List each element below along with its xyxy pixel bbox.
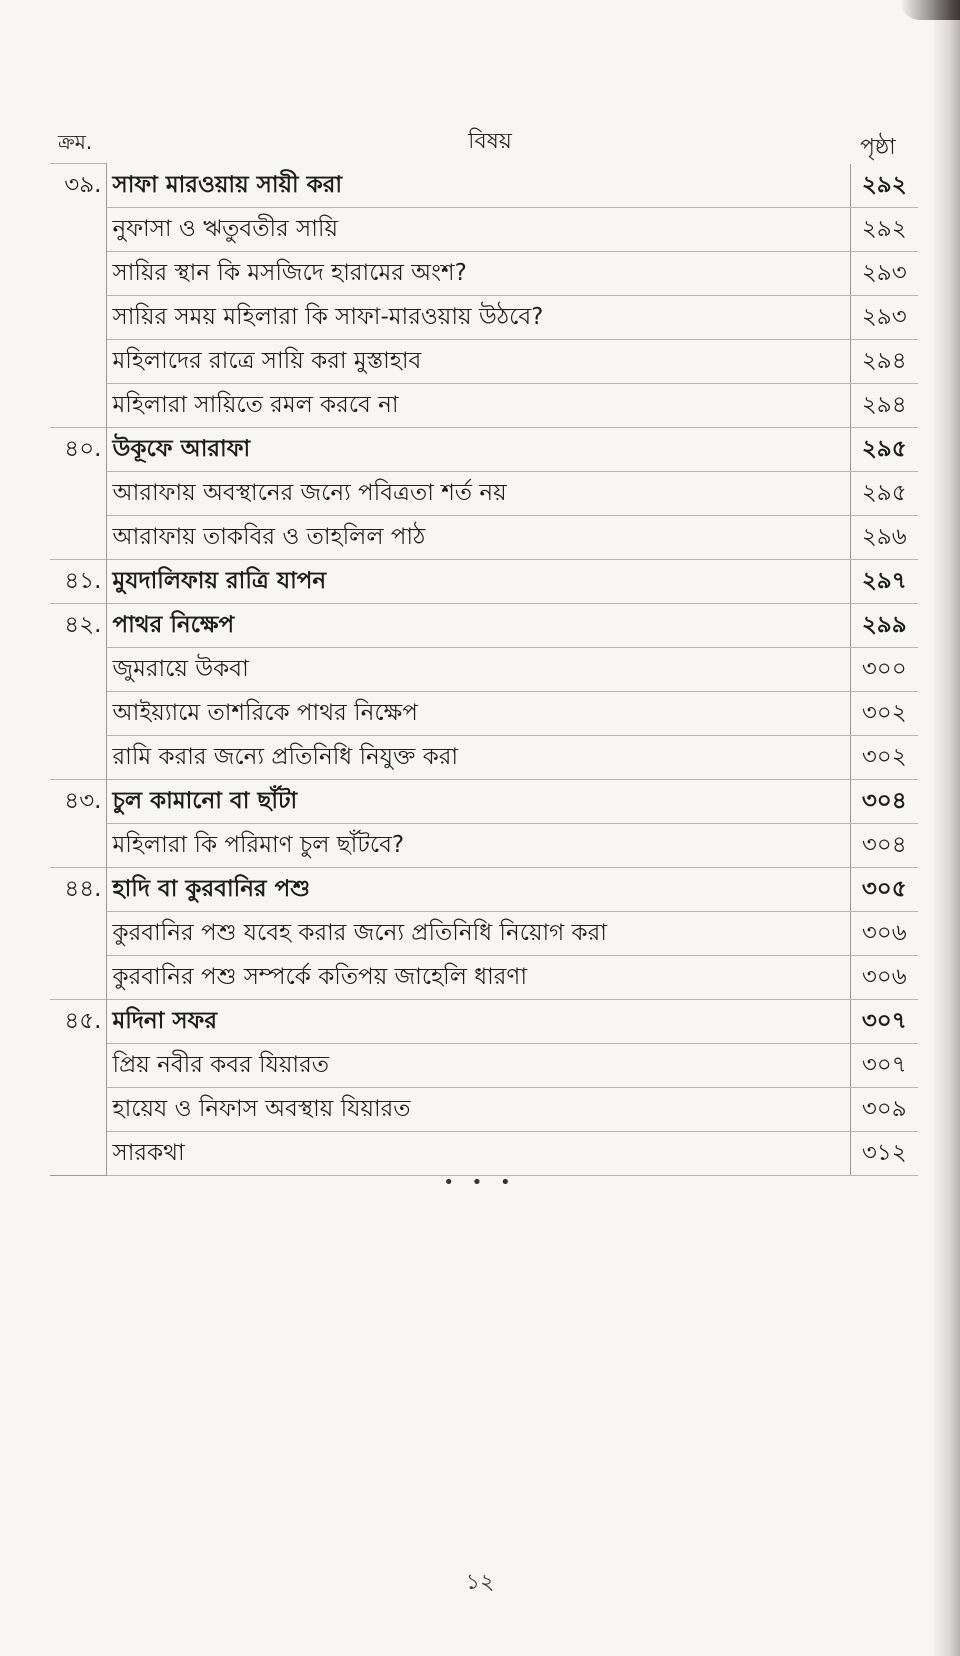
toc-entry-title: সায়ির স্থান কি মসজিদে হারামের অংশ? [106, 251, 850, 295]
toc-serial-number: ৪০. [50, 427, 106, 471]
toc-page-number: ৩০২ [850, 691, 918, 735]
toc-serial-number: ৪২. [50, 603, 106, 647]
toc-chapter-row [50, 867, 918, 911]
toc-page-number: ২৯৩ [850, 295, 918, 339]
toc-serial-number [50, 339, 106, 383]
toc-serial-number [50, 735, 106, 779]
toc-page-number: ৩০৬ [850, 911, 918, 955]
toc-page-number: ২৯৯ [850, 603, 918, 647]
toc-page-number: ২৯২ [850, 164, 918, 208]
toc-serial-number [50, 295, 106, 339]
toc-page-number: ৩০৫ [850, 867, 918, 911]
toc-serial-number [50, 471, 106, 515]
toc-subtopic-row [50, 823, 918, 867]
toc-serial-number: ৪১. [50, 559, 106, 603]
toc-entry-title: মহিলারা সায়িতে রমল করবে না [106, 383, 850, 427]
toc-serial-number [50, 1043, 106, 1087]
toc-entry-title: মহিলারা কি পরিমাণ চুল ছাঁটবে? [106, 823, 850, 867]
toc-entry-title: কুরবানির পশু যবেহ করার জন্যে প্রতিনিধি নিয়োগ করা [106, 911, 850, 955]
toc-entry-title: জুমরায়ে উকবা [106, 647, 850, 691]
toc-header [0, 118, 960, 164]
toc-chapter-row [50, 603, 918, 647]
toc-page-number: ২৯৭ [850, 559, 918, 603]
toc-page-number: ৩০৯ [850, 1087, 918, 1131]
toc-entry-title: সারকথা [106, 1131, 850, 1175]
toc-page-number: ৩০২ [850, 735, 918, 779]
toc-entry-title: মহিলাদের রাত্রে সায়ি করা মুস্তাহাব [106, 339, 850, 383]
toc-page-number: ৩১২ [850, 1131, 918, 1175]
toc-entry-title: আরাফায় তাকবির ও তাহলিল পাঠ [106, 515, 850, 559]
toc-chapter-row [50, 427, 918, 471]
toc-entry-title: প্রিয় নবীর কবর যিয়ারত [106, 1043, 850, 1087]
toc-entry-title: হায়েয ও নিফাস অবস্থায় যিয়ারত [106, 1087, 850, 1131]
page-column-heading: পৃষ্ঠা [860, 135, 896, 160]
toc-entry-title: সায়ির সময় মহিলারা কি সাফা-মারওয়ায় উঠবে? [106, 295, 850, 339]
toc-serial-number [50, 207, 106, 251]
toc-entry-title: নুফাসা ও ঋতুবতীর সায়ি [106, 207, 850, 251]
toc-serial-number: ৪৪. [50, 867, 106, 911]
page-edge-shadow [934, 0, 960, 1656]
toc-subtopic-row [50, 1131, 918, 1175]
toc-serial-number [50, 955, 106, 999]
toc-subtopic-row [50, 471, 918, 515]
toc-page-number: ২৯২ [850, 207, 918, 251]
toc-subtopic-row [50, 251, 918, 295]
page-corner-shadow [900, 0, 960, 20]
table-of-contents [50, 163, 918, 1176]
toc-chapter-row [50, 779, 918, 823]
toc-subtopic-row [50, 383, 918, 427]
toc-entry-title: কুরবানির পশু সম্পর্কে কতিপয় জাহেলি ধারণা [106, 955, 850, 999]
toc-serial-number [50, 515, 106, 559]
toc-page-number: ২৯৪ [850, 339, 918, 383]
toc-page-number: ২৯৩ [850, 251, 918, 295]
toc-page-number: ২৯৪ [850, 383, 918, 427]
toc-page-number: ৩০৪ [850, 779, 918, 823]
toc-page-number: ২৯৫ [850, 427, 918, 471]
serial-column-heading: ক্রম. [58, 130, 93, 154]
toc-subtopic-row [50, 691, 918, 735]
end-ornament: • • • [443, 1172, 517, 1193]
toc-entry-title: মুযদালিফায় রাত্রি যাপন [106, 559, 850, 603]
topic-column-heading: বিষয় [468, 129, 512, 154]
toc-subtopic-row [50, 515, 918, 559]
toc-chapter-row [50, 559, 918, 603]
toc-page-number: ৩০০ [850, 647, 918, 691]
toc-subtopic-row [50, 647, 918, 691]
toc-entry-title: আইয়্যামে তাশরিকে পাথর নিক্ষেপ [106, 691, 850, 735]
toc-serial-number [50, 251, 106, 295]
toc-serial-number: ৩৯. [50, 164, 106, 208]
toc-subtopic-row [50, 911, 918, 955]
toc-entry-title: হাদি বা কুরবানির পশু [106, 867, 850, 911]
toc-entry-title: চুল কামানো বা ছাঁটা [106, 779, 850, 823]
toc-entry-title: পাথর নিক্ষেপ [106, 603, 850, 647]
toc-subtopic-row [50, 1087, 918, 1131]
toc-page-number: ৩০৭ [850, 1043, 918, 1087]
toc-entry-title: রামি করার জন্যে প্রতিনিধি নিযুক্ত করা [106, 735, 850, 779]
toc-subtopic-row [50, 207, 918, 251]
toc-subtopic-row [50, 955, 918, 999]
toc-entry-title: উকূফে আরাফা [106, 427, 850, 471]
toc-serial-number [50, 1087, 106, 1131]
toc-chapter-row [50, 164, 918, 208]
toc-page-number: ২৯৫ [850, 471, 918, 515]
toc-subtopic-row [50, 339, 918, 383]
toc-subtopic-row [50, 735, 918, 779]
toc-serial-number: ৪৫. [50, 999, 106, 1043]
toc-serial-number [50, 1131, 106, 1175]
toc-serial-number [50, 911, 106, 955]
toc-body [50, 164, 918, 1176]
toc-subtopic-row [50, 1043, 918, 1087]
toc-serial-number [50, 647, 106, 691]
toc-page-number: ২৯৬ [850, 515, 918, 559]
toc-page-number: ৩০৭ [850, 999, 918, 1043]
toc-serial-number [50, 691, 106, 735]
toc-entry-title: মদিনা সফর [106, 999, 850, 1043]
toc-entry-title: সাফা মারওয়ায় সায়ী করা [106, 164, 850, 208]
toc-serial-number [50, 823, 106, 867]
toc-page-number: ৩০৬ [850, 955, 918, 999]
toc-serial-number [50, 383, 106, 427]
toc-chapter-row [50, 999, 918, 1043]
toc-serial-number: ৪৩. [50, 779, 106, 823]
toc-entry-title: আরাফায় অবস্থানের জন্যে পবিত্রতা শর্ত নয় [106, 471, 850, 515]
page-number: ১২ [465, 1570, 495, 1595]
toc-page-number: ৩০৪ [850, 823, 918, 867]
toc-subtopic-row [50, 295, 918, 339]
